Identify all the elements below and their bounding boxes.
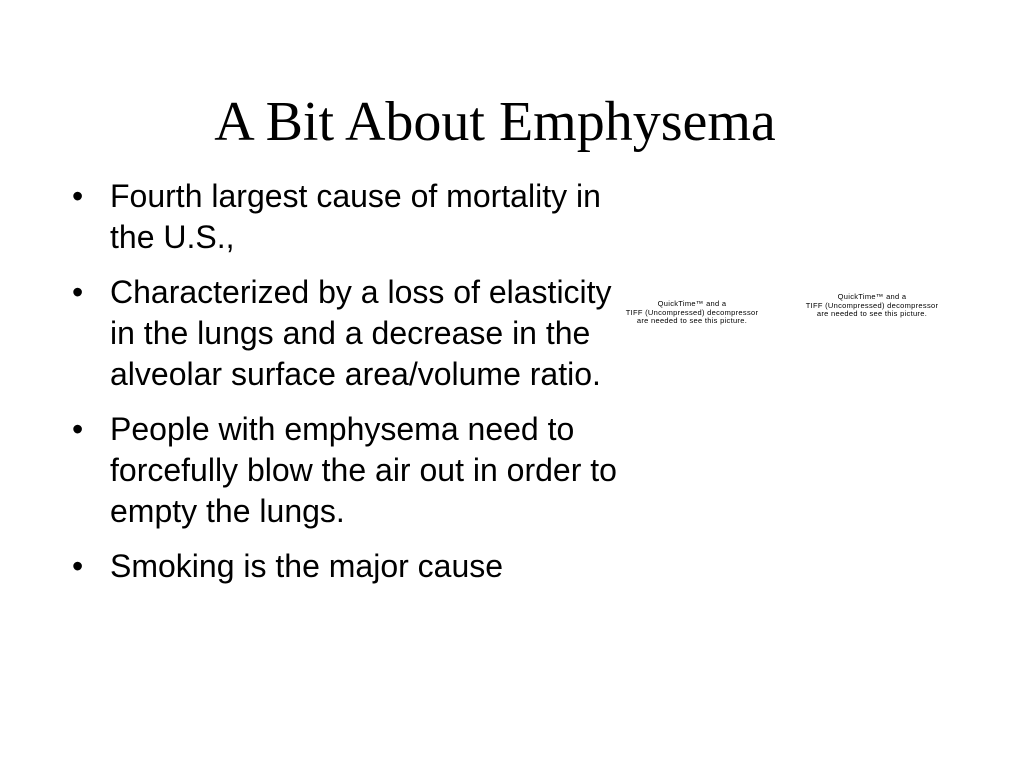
bullet-icon: •: [72, 178, 84, 214]
bullet-item: [70, 546, 630, 587]
bullet-icon: •: [72, 411, 84, 447]
bullet-item: [70, 409, 630, 532]
bullet-text: People with emphysema need to forcefully blow the air out in order to empty the lungs.: [110, 411, 617, 529]
placeholder-line: are needed to see this picture.: [816, 309, 928, 318]
bullet-item: [70, 272, 630, 395]
placeholder-line: QuickTime™ and a: [657, 299, 727, 308]
bullet-text: Fourth largest cause of mortality in the U.S.,: [110, 178, 601, 255]
bullet-list: [70, 176, 630, 601]
placeholder-line: are needed to see this picture.: [636, 316, 748, 325]
bullet-item: [70, 176, 630, 258]
bullet-text: Characterized by a loss of elasticity in the lungs and a decrease in the alveolar surface area/volume ratio.: [110, 274, 612, 392]
slide-title: A Bit About Emphysema: [214, 90, 776, 153]
placeholder-line: TIFF (Uncompressed) decompressor: [805, 300, 939, 310]
bullet-text: Smoking is the major cause: [110, 548, 504, 584]
placeholder-line: QuickTime™ and a: [837, 292, 907, 301]
image-placeholder-right: [797, 293, 947, 319]
placeholder-line: TIFF (Uncompressed) decompressor: [625, 307, 759, 317]
bullet-icon: •: [72, 548, 84, 584]
image-placeholder-left: [612, 300, 772, 326]
bullet-icon: •: [72, 274, 84, 310]
